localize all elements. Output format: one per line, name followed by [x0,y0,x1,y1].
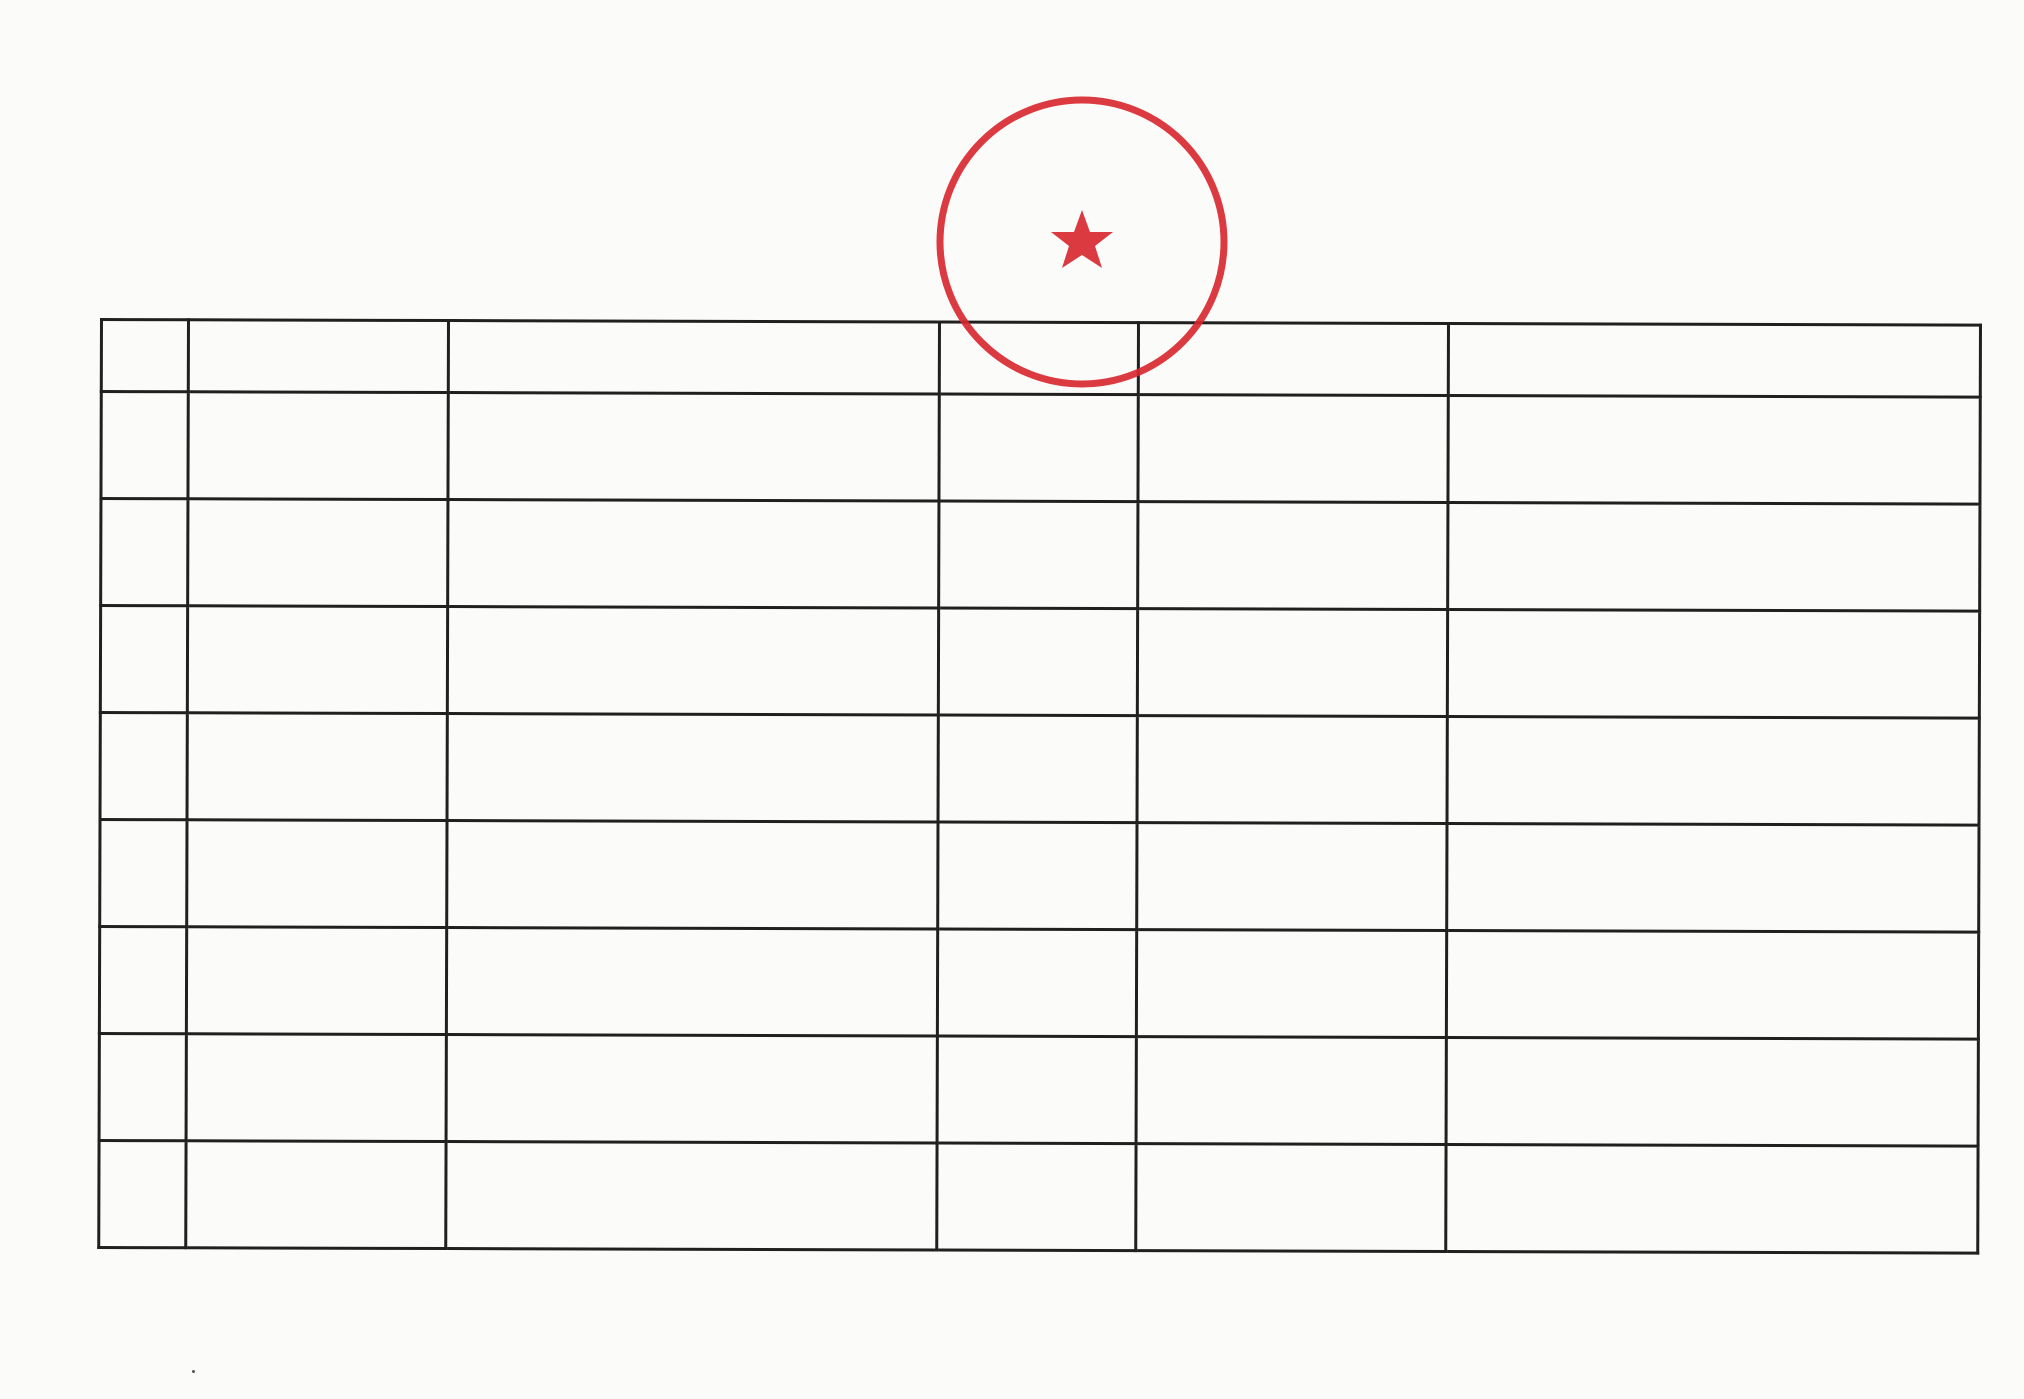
cell-note-line1 [1463,770,1964,771]
cell-no [100,820,187,927]
cell-result [1137,609,1447,717]
cell-note [1446,930,1978,1039]
cell-no [99,1034,186,1141]
cell-note-line2 [1461,1198,1962,1199]
cell-result [1136,930,1446,1038]
cell-result [1137,502,1447,610]
cell-project [447,500,939,608]
cell-note-line1 [1462,984,1963,985]
cell-note [1447,609,1979,718]
cell-leader [937,1143,1136,1251]
cell-no [99,927,186,1034]
table-row [99,1141,1978,1254]
cell-project [448,393,940,501]
table-row [99,927,1978,1040]
table-row [100,820,1979,933]
header-no [101,320,188,392]
cell-college [187,927,447,1035]
cell-note-line2 [1462,984,1963,985]
cell-result [1137,716,1447,824]
cell-note-line1 [1463,663,1964,664]
cell-note-line1 [1461,1198,1962,1199]
cell-no [101,499,188,606]
cell-note-line1 [1462,877,1963,878]
cell-project [446,821,938,929]
cell-college [188,392,448,500]
cell-note [1448,396,1980,505]
cell-note-line1 [1462,1091,1963,1092]
cell-note-line2 [1464,449,1965,450]
cell-college [188,499,448,607]
cell-note-line2 [1463,556,1964,557]
cell-note-line2 [1463,663,1964,664]
cell-no [100,713,187,820]
cell-project [446,1035,938,1143]
cell-note-line2 [1462,1091,1963,1092]
header-college [188,320,448,393]
table-row [99,1034,1978,1147]
cell-result [1136,1037,1446,1145]
cell-note [1447,823,1979,932]
cell-note [1448,502,1980,611]
cell-no [99,1141,186,1248]
table-row [101,392,1980,505]
cell-result [1136,823,1446,931]
cell-project [445,1142,937,1250]
header-note [1448,324,1980,398]
cell-note-line2 [1463,770,1964,771]
seal-star-icon [1051,210,1113,268]
cell-note-line1 [1463,556,1964,557]
cell-project [447,714,939,822]
table-row [101,499,1980,612]
table-row [100,713,1979,826]
cell-note [1446,1037,1978,1146]
cell-college [186,1034,446,1142]
cell-no [101,392,188,499]
cell-note [1447,716,1979,825]
table-row [100,606,1979,719]
cell-college [186,1141,446,1249]
cell-no [100,606,187,713]
cell-leader [938,715,1137,823]
cell-college [187,713,447,821]
header-result [1138,323,1448,396]
header-project [448,321,940,394]
cell-college [187,820,447,928]
cell-leader [937,929,1136,1037]
cell-note [1446,1144,1978,1253]
cell-leader [937,1036,1136,1144]
cell-leader [939,501,1138,609]
cell-leader [939,394,1138,502]
scan-speck [192,1370,195,1373]
header-leader [939,322,1138,395]
cell-college [187,606,447,714]
cell-result [1136,1144,1446,1252]
cell-result [1138,395,1448,503]
cell-project [446,928,938,1036]
cell-project [447,607,939,715]
table-header-row [101,320,1980,398]
cell-note-line2 [1462,877,1963,878]
inspection-results-table [97,318,1982,1255]
cell-note-line1 [1464,449,1965,450]
cell-leader [938,608,1137,716]
cell-leader [938,822,1137,930]
